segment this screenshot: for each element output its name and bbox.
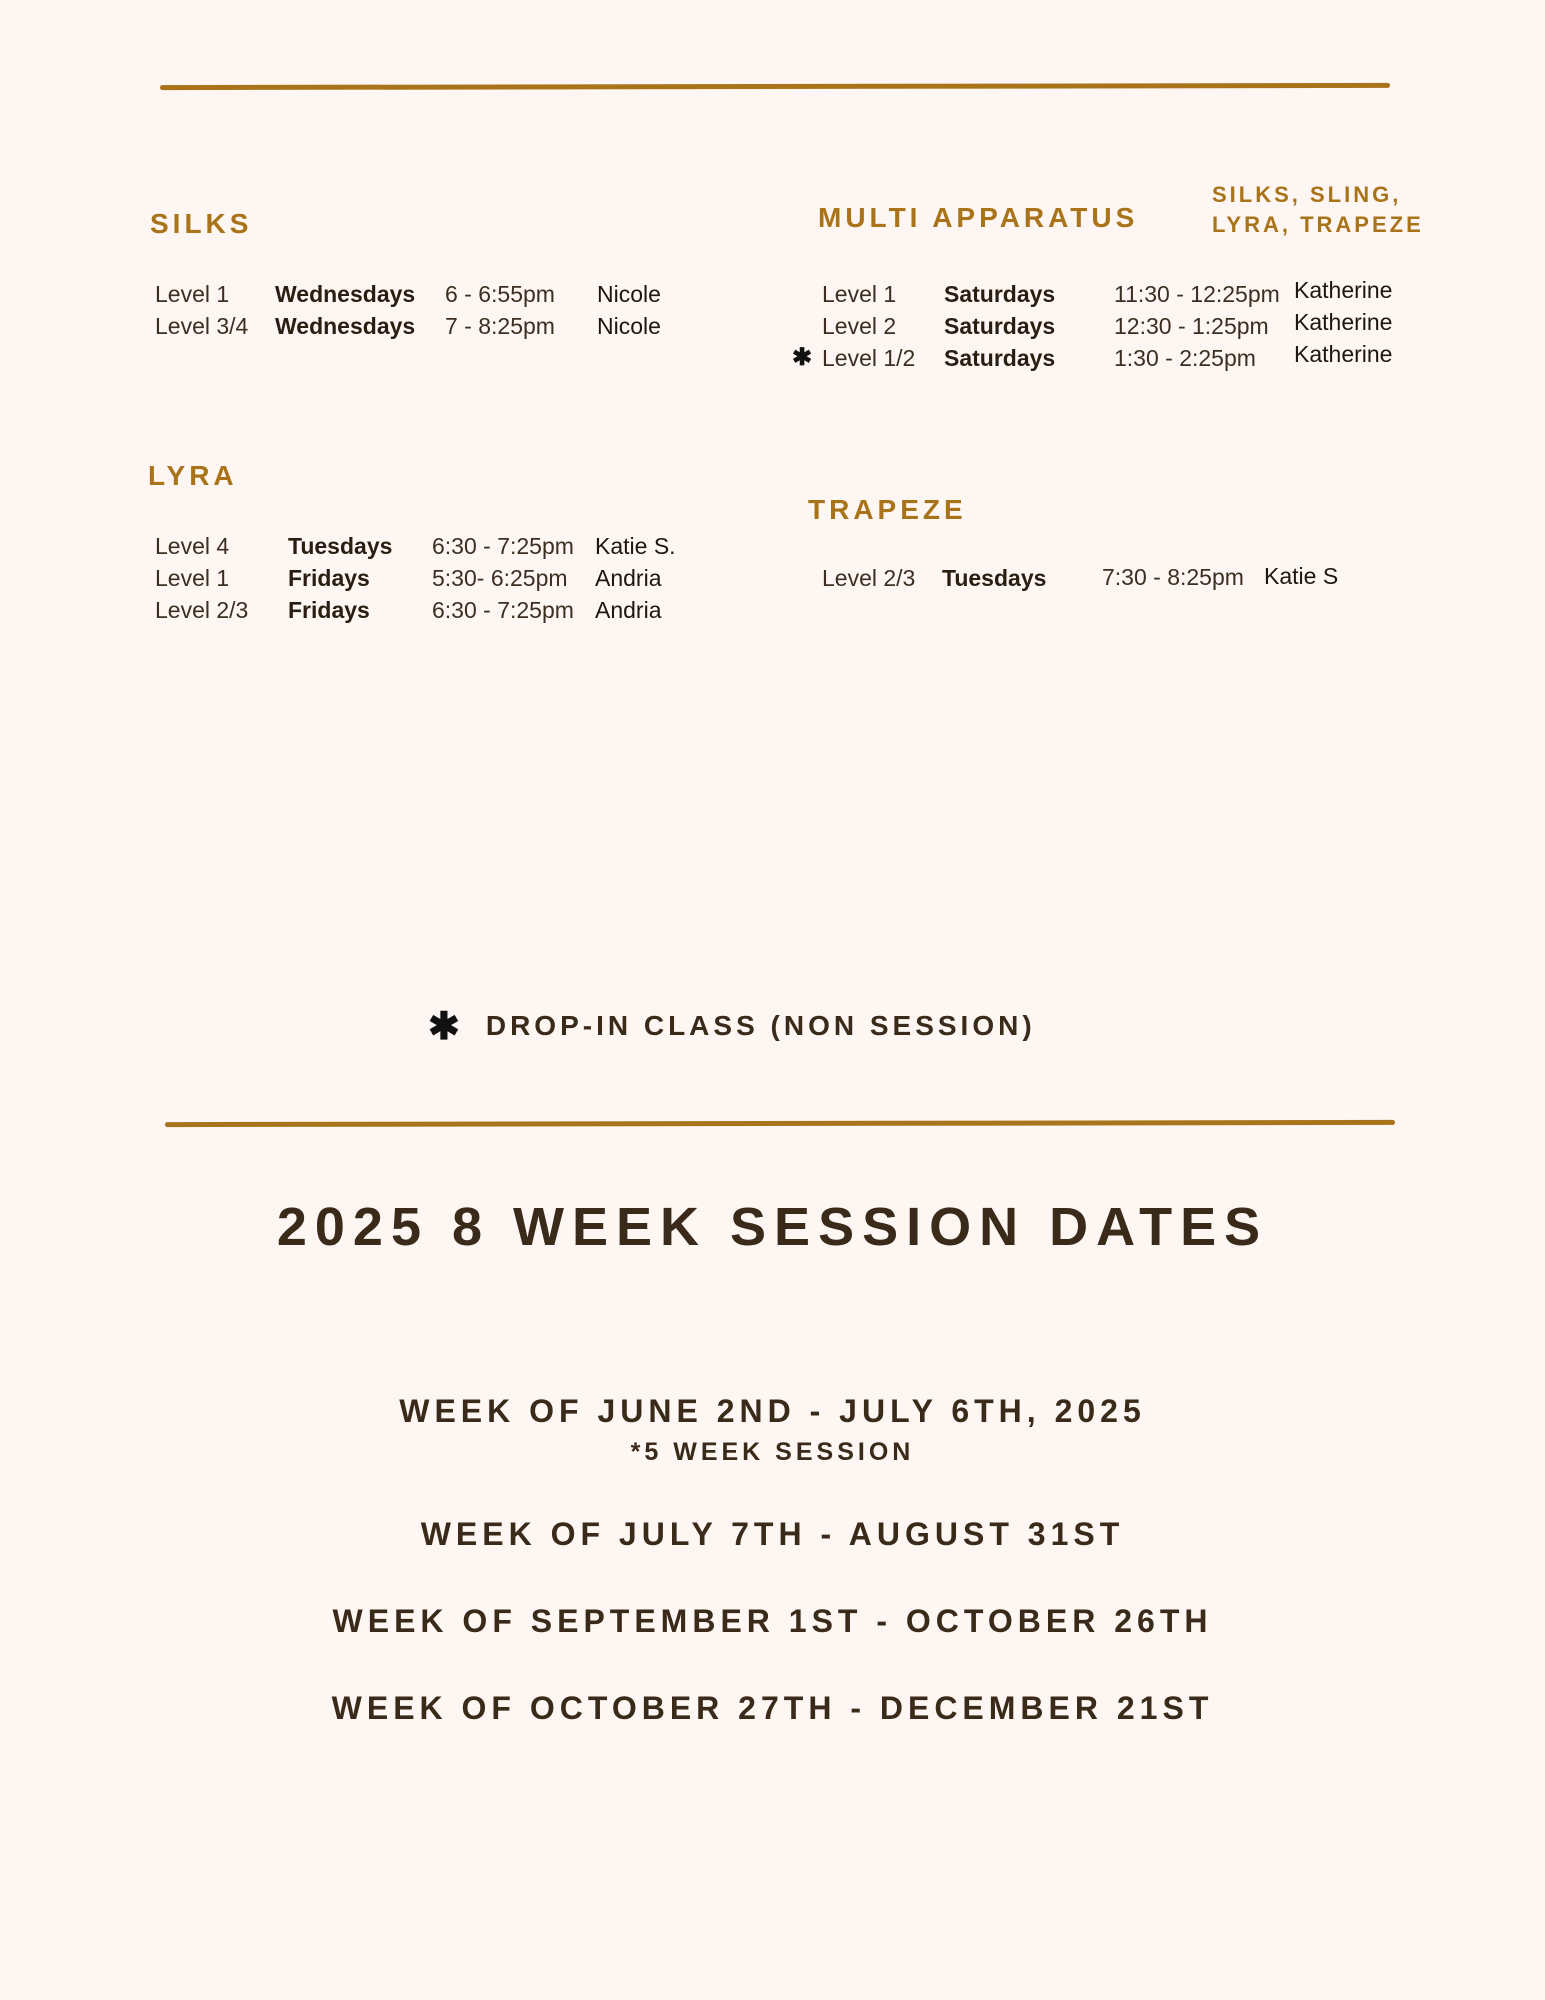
subheading-line: LYRA, TRAPEZE bbox=[1212, 212, 1424, 237]
middle-divider bbox=[165, 1120, 1395, 1127]
multi-apparatus-schedule bbox=[792, 277, 1422, 374]
level-label: Level 1 bbox=[155, 565, 230, 591]
subheading-line: SILKS, SLING, bbox=[1212, 182, 1402, 207]
day-label: Fridays bbox=[288, 565, 370, 591]
time-label: 11:30 - 12:25pm bbox=[1114, 281, 1280, 307]
schedule-row bbox=[822, 562, 1422, 594]
schedule-row bbox=[792, 341, 1422, 374]
instructor-label: Katie S. bbox=[595, 533, 676, 559]
level-label: Level 2/3 bbox=[822, 565, 916, 591]
level-label: Level 2 bbox=[822, 313, 897, 339]
trapeze-heading: TRAPEZE bbox=[808, 494, 967, 525]
instructor-label: Andria bbox=[595, 565, 662, 591]
time-label: 12:30 - 1:25pm bbox=[1114, 313, 1269, 339]
session-date-note: *5 WEEK SESSION bbox=[630, 1438, 915, 1466]
drop-in-legend bbox=[428, 1004, 1036, 1049]
session-dates-title: 2025 8 WEEK SESSION DATES bbox=[276, 1197, 1269, 1257]
schedule-row bbox=[155, 530, 715, 562]
instructor-label: Katherine bbox=[1294, 309, 1393, 335]
day-label: Fridays bbox=[288, 597, 370, 623]
instructor-label: Katherine bbox=[1294, 341, 1393, 367]
time-label: 7 - 8:25pm bbox=[445, 313, 555, 339]
multi-apparatus-subheading bbox=[1212, 180, 1424, 240]
instructor-label: Katie S bbox=[1264, 563, 1339, 589]
instructor-label: Andria bbox=[595, 597, 662, 623]
session-date: WEEK OF JULY 7TH - AUGUST 31ST bbox=[420, 1516, 1125, 1552]
time-label: 5:30- 6:25pm bbox=[432, 565, 568, 591]
time-label: 6 - 6:55pm bbox=[445, 281, 555, 307]
level-label: Level 1/2 bbox=[822, 345, 916, 371]
level-label: Level 2/3 bbox=[155, 597, 249, 623]
lyra-heading: LYRA bbox=[148, 460, 238, 491]
day-label: Wednesdays bbox=[275, 313, 416, 339]
day-label: Wednesdays bbox=[275, 281, 416, 307]
session-date: WEEK OF SEPTEMBER 1ST - OCTOBER 26TH bbox=[332, 1603, 1213, 1639]
level-label: Level 1 bbox=[822, 281, 897, 307]
time-label: 7:30 - 8:25pm bbox=[1102, 564, 1244, 590]
schedule-row bbox=[155, 278, 715, 310]
session-date: WEEK OF OCTOBER 27TH - DECEMBER 21ST bbox=[331, 1690, 1214, 1726]
legend-text: DROP-IN CLASS (NON SESSION) bbox=[485, 1010, 1036, 1041]
session-date: WEEK OF JUNE 2ND - JULY 6TH, 2025 bbox=[399, 1393, 1146, 1429]
day-label: Tuesdays bbox=[942, 565, 1047, 591]
level-label: Level 3/4 bbox=[155, 313, 249, 339]
drop-in-marker-icon: ✱ bbox=[792, 344, 813, 371]
day-label: Saturdays bbox=[944, 313, 1056, 339]
drop-in-marker-icon: ✱ bbox=[428, 1006, 464, 1048]
trapeze-schedule bbox=[822, 562, 1422, 594]
instructor-label: Katherine bbox=[1294, 277, 1393, 303]
schedule-row bbox=[155, 562, 715, 594]
top-divider bbox=[160, 83, 1390, 90]
time-label: 6:30 - 7:25pm bbox=[432, 533, 574, 559]
level-label: Level 4 bbox=[155, 533, 230, 559]
day-label: Saturdays bbox=[944, 281, 1056, 307]
time-label: 1:30 - 2:25pm bbox=[1114, 345, 1256, 371]
lyra-schedule bbox=[155, 530, 715, 626]
schedule-row bbox=[155, 310, 715, 342]
level-label: Level 1 bbox=[155, 281, 230, 307]
silks-schedule bbox=[155, 278, 715, 342]
silks-heading: SILKS bbox=[150, 208, 253, 239]
instructor-label: Nicole bbox=[597, 281, 661, 307]
time-label: 6:30 - 7:25pm bbox=[432, 597, 574, 623]
day-label: Saturdays bbox=[944, 345, 1056, 371]
multi-apparatus-heading: MULTI APPARATUS bbox=[818, 202, 1139, 233]
instructor-label: Nicole bbox=[597, 313, 661, 339]
day-label: Tuesdays bbox=[288, 533, 393, 559]
schedule-row bbox=[155, 594, 715, 626]
